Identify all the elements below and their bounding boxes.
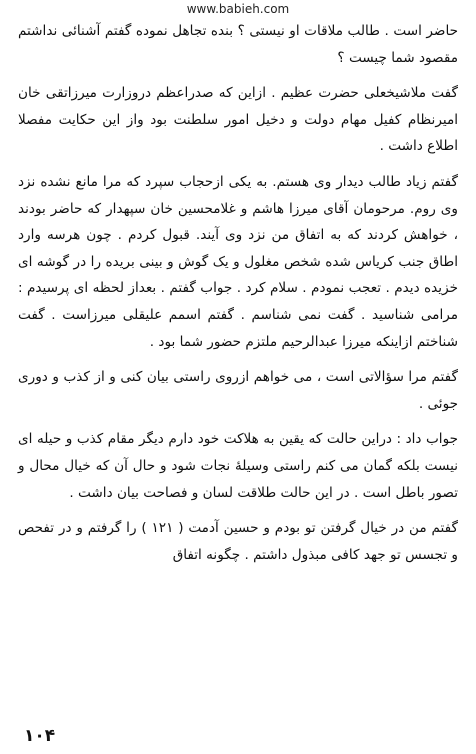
paragraph: گفت ملاشیخعلی حضرت عظیم . ازاین که صدراعظم دروزارت میرزاتقی خان امیرنظام کفیل مهام دولت و دخیل امور سلطنت بود واز این حکایت مفصلا اطلاع داشت . xyxy=(18,85,458,155)
paragraph: حاضر است . طالب ملاقات او نیستی ؟ بنده تجاهل نموده گفتم آشنائی نداشتم مقصود شما چیست ؟ xyxy=(18,23,458,66)
page-number: ۱۰۴ xyxy=(24,726,56,746)
paragraph: گفتم مرا سؤالاتی است ، می خواهم ازروی راستی بیان کنی و از کذب و دوری جوئی . xyxy=(18,369,458,412)
page-body xyxy=(18,18,458,577)
paragraph: گفتم من در خیال گرفتن تو بودم و حسین آدمت ( ۱۲۱ ) را گرفتم و در تفحص و تجسس تو جهد کافی مبذول داشتم . چگونه اتفاق xyxy=(18,520,458,563)
paragraph: جواب داد : دراین حالت که یقین به هلاکت خود دارم دیگر مقام کذب و حیله ای نیست بلکه گمان می کنم راستی وسیلهٔ نجات شود و حال آن که خیال محال و تصور باطل است . در این حالت طلاقت لسان و فصاحت بیان داشت . xyxy=(18,431,458,501)
paragraph: گفتم زیاد طالب دیدار وی هستم. به یکی ازحجاب سپرد که مرا مانع نشده نزد وی روم. مرحومان آقای میرزا هاشم و غلامحسین خان سپهدار که حاضر بودند ، خواهش کردند که به اتفاق من نزد وی آیند. قبول کردم . چون هرسه وارد اطاق جنب کریاس شده شخص مغلول و یک گوش و بینی بریده را در گوشه ای خزیده دیدم . تعجب نمودم . سلام کرد . جواب گفتم . بعداز لحظه ای پرسیدم : مرامی شناسید . گفت نمی شناسم . گفتم اسمم علیقلی میرزاست . گفت شناختم ازاینکه میرزا عبدالرحیم ملتزم حضور شما بود . xyxy=(18,173,458,350)
source-url: www.babieh.com xyxy=(186,2,290,16)
